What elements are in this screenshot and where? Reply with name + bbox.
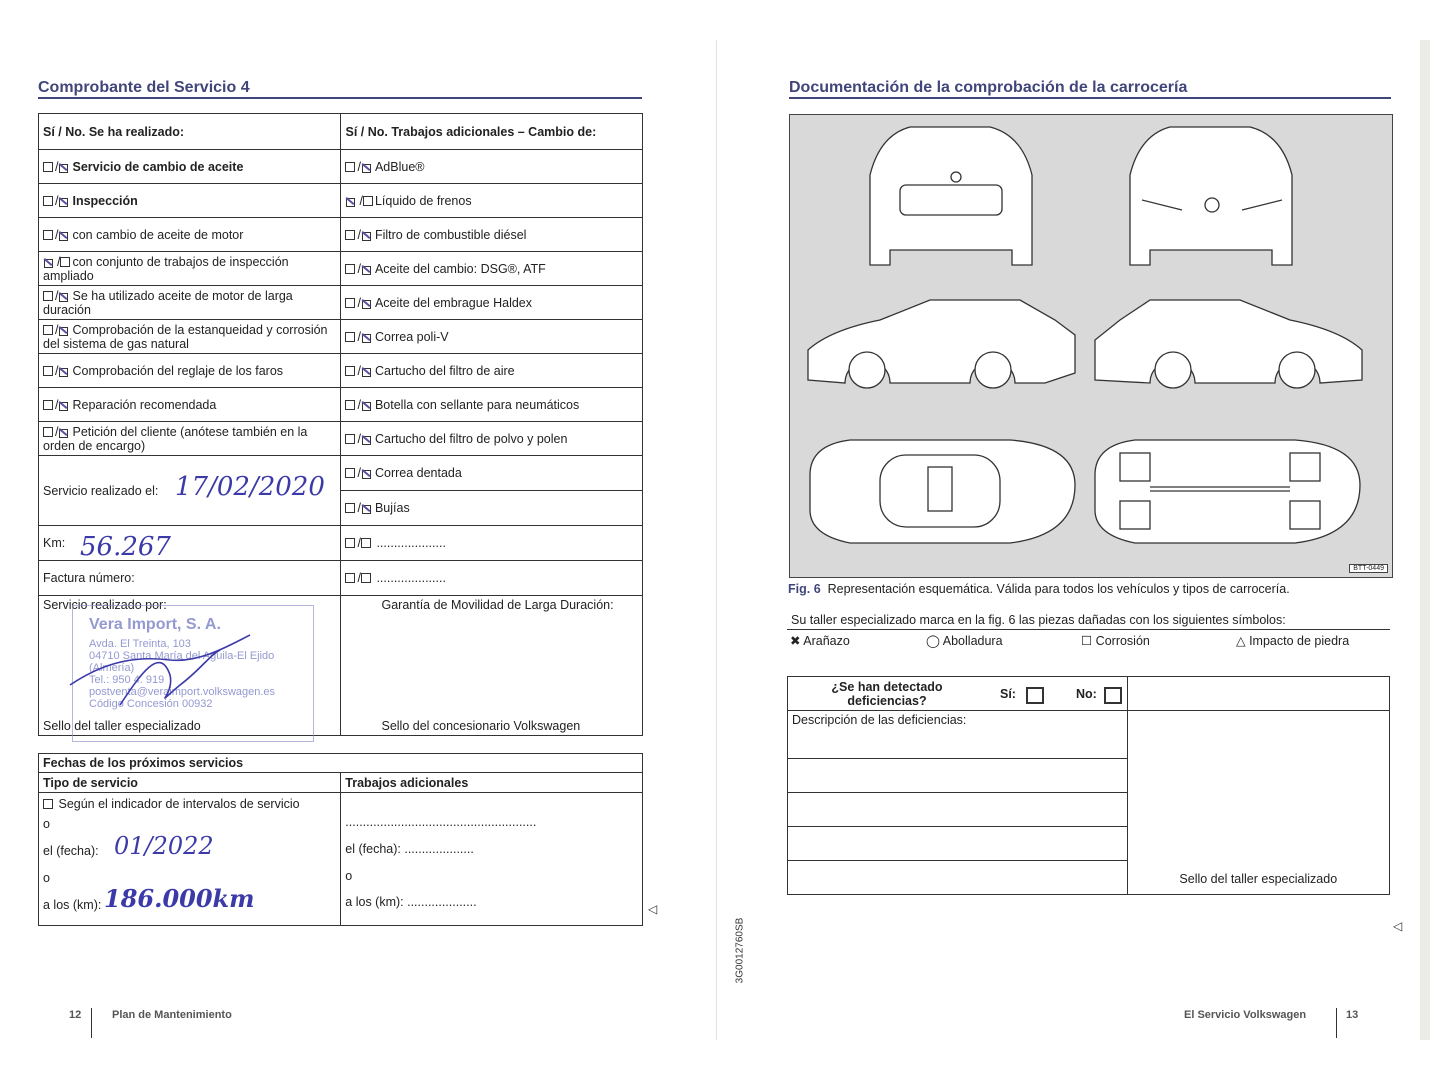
book-spine — [716, 40, 717, 1040]
row-right-0: / AdBlue® — [341, 150, 643, 184]
deficiencies-empty-cell — [1127, 677, 1389, 711]
no-checkbox[interactable] — [1104, 687, 1122, 704]
row-left-6: / Comprobación del reglaje de los faros — [39, 354, 341, 388]
deficiencies-desc-label: Descripción de las deficiencias: — [788, 711, 1128, 759]
handwritten-next-date: 01/2022 — [114, 832, 214, 860]
title-rule-right — [789, 97, 1391, 99]
trabajos-header: Trabajos adicionales — [341, 773, 643, 793]
footer-bar-right — [1336, 1008, 1337, 1038]
symbols-rule — [787, 629, 1390, 630]
page-number-right: 13 — [1346, 1009, 1359, 1021]
row-right-7: / Botella con sellante para neumáticos — [341, 388, 643, 422]
deficiency-line-3[interactable] — [788, 827, 1128, 861]
row-right-2: / Filtro de combustible diésel — [341, 218, 643, 252]
yes-checkbox[interactable] — [1026, 687, 1044, 704]
footer-right: El Servicio Volkswagen — [1184, 1009, 1307, 1021]
row-left-4: / Se ha utilizado aceite de motor de larga duración — [39, 286, 341, 320]
symbol-corrosion: ☐ Corrosión — [1081, 634, 1150, 648]
row-right-4: / Aceite del embrague Haldex — [341, 286, 643, 320]
symbol-scratch: ✖ Arañazo — [790, 634, 850, 648]
tipo-servicio-cell: Según el indicador de intervalos de servicio o el (fecha): o a los (km): — [39, 793, 341, 926]
deficiencies-question-cell: ¿Se han detectado deficiencias? Sí: No: — [788, 677, 1128, 711]
tipo-servicio-header: Tipo de servicio — [39, 773, 341, 793]
row-left-3: / con conjunto de trabajos de inspección ampliado — [39, 252, 341, 286]
deficiency-line-1[interactable] — [788, 759, 1128, 793]
side-code: 3G0012760SB — [734, 917, 746, 984]
figure-code: BTT-0449 — [1349, 564, 1388, 573]
footer-bar-left — [91, 1008, 92, 1038]
dealer-stamp: Vera Import, S. A. Avda. El Treinta, 103 04710 Santa María del Aguila-El Ejido (Almería) Tel.: 950 4. 919 postventa@veraimport.volkswagen.es Código Concesión 00932 — [72, 605, 314, 742]
row-right-6: / Cartucho del filtro de aire — [341, 354, 643, 388]
row-right-10: / Bujías — [341, 491, 643, 526]
deficiency-line-4[interactable] — [788, 861, 1128, 895]
sello-taller-right: Sello del taller especializado — [1127, 711, 1389, 895]
row-right-1: / Líquido de frenos — [341, 184, 643, 218]
row-right-11: / .................... — [341, 526, 643, 561]
trabajos-cell: ....................................................... el (fecha): .................... o a los (km): .................... — [341, 793, 643, 926]
handwritten-next-km: 186.000km — [104, 884, 255, 913]
row-left-2: / con cambio de aceite de motor — [39, 218, 341, 252]
row-left-1: / Inspección — [39, 184, 341, 218]
next-services-title: Fechas de los próximos servicios — [39, 754, 643, 773]
servicio-por-cell: Servicio realizado por: Sello del taller especializado — [39, 596, 341, 736]
row-right-8: / Cartucho del filtro de polvo y polen — [341, 422, 643, 456]
row-left-0: / Servicio de cambio de aceite — [39, 150, 341, 184]
page-title-left: Comprobante del Servicio 4 — [38, 79, 250, 96]
sello-taller-label: Sello del taller especializado — [43, 719, 201, 733]
km-cell: Km: — [39, 526, 341, 561]
row-right-9: / Correa dentada — [341, 456, 643, 491]
col-header-additional: Sí / No. Trabajos adicionales – Cambio de: — [341, 114, 643, 150]
garantia-cell: Garantía de Movilidad de Larga Duración: Sello del concesionario Volkswagen — [341, 596, 643, 736]
figure-caption: Fig. 6 Representación esquemática. Válida para todos los vehículos y tipos de carrocería. — [788, 582, 1290, 596]
sello-concesionario-label: Sello del concesionario Volkswagen — [381, 719, 581, 733]
symbol-dent: ◯ Abolladura — [926, 634, 1003, 648]
row-right-3: / Aceite del cambio: DSG®, ATF — [341, 252, 643, 286]
handwritten-km: 56.267 — [80, 532, 171, 562]
title-rule-left — [38, 97, 642, 99]
factura-cell: Factura número: — [39, 561, 341, 596]
page-title-right: Documentación de la comprobación de la carrocería — [789, 79, 1188, 96]
row-left-7: / Reparación recomendada — [39, 388, 341, 422]
symbol-stone-chip: △ Impacto de piedra — [1236, 634, 1350, 648]
mark-instructions: Su taller especializado marca en la fig. 6 las piezas dañadas con los siguientes símbolos: — [791, 613, 1286, 627]
col-header-done: Sí / No. Se ha realizado: — [39, 114, 341, 150]
footer-left: Plan de Mantenimiento — [112, 1009, 232, 1021]
car-drawings — [790, 115, 1392, 577]
continue-marker-left: ◁ — [648, 902, 658, 916]
page-number-left: 12 — [69, 1009, 82, 1021]
row-right-5: / Correa poli-V — [341, 320, 643, 354]
deficiency-line-2[interactable] — [788, 793, 1128, 827]
continue-marker-right: ◁ — [1393, 919, 1403, 933]
page-edge — [1420, 40, 1430, 1040]
signature — [60, 615, 260, 725]
row-right-12: / .................... — [341, 561, 643, 596]
deficiencies-table — [787, 676, 1390, 895]
row-left-5: / Comprobación de la estanqueidad y corrosión del sistema de gas natural — [39, 320, 341, 354]
servicio-realizado-cell: Servicio realizado el: — [39, 456, 341, 526]
handwritten-service-date: 17/02/2020 — [175, 472, 325, 502]
car-schematic-figure — [789, 114, 1393, 578]
row-left-8: / Petición del cliente (anótese también en la orden de encargo) — [39, 422, 341, 456]
